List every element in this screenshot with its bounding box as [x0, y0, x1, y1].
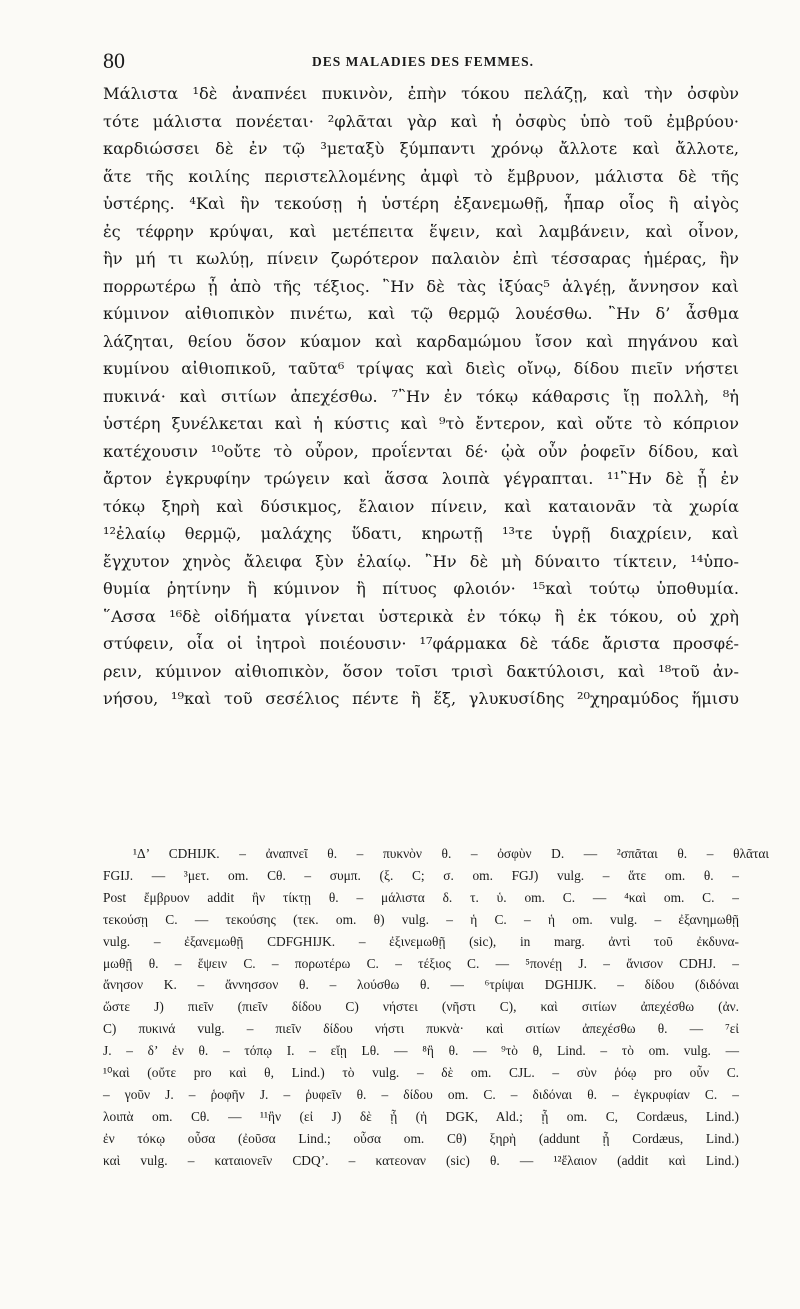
text-line: ῞Ασσα ¹⁶δὲ οἰδήματα γίνεται ὑστερικὰ ἐν τόκῳ ἢ ἐκ τόκου, οὐ χρὴ: [103, 606, 739, 626]
footnote-line: λοιπὰ om. Cθ. — ¹¹ἢν (εἰ J) δὲ ᾖ (ἡ DGK, Ald.; ᾖ om. C, Cordæus, Lind.): [103, 1108, 739, 1124]
footnote-line: ἄνησον K. – ἄννησσον θ. – λούσθω θ. — ⁶τρίψαι DGHIJK. – δίδου (διδόναι: [103, 977, 739, 993]
text-line: ἄρτον ἐγκρυφίην τρώγειν καὶ ἅσσα λοιπὰ γέγραπται. ¹¹῍Ην δὲ ᾖ ἐν: [103, 469, 739, 488]
footnote-line: C) πυκινά vulg. – πιεῖν δίδου νήστι πυκνὰ· καὶ σιτίων ἀπεχέσθω θ. — ⁷εἰ: [103, 1021, 739, 1037]
text-line: ἐς τέφρην κρύψαι, καὶ μετέπειτα ἕψειν, καὶ λαμβάνειν, καὶ οἶνον,: [103, 221, 739, 241]
footnote-line: ¹⁰καὶ (οὔτε pro καὶ θ, Lind.) τὸ vulg. – δὲ om. CJL. – σὺν ῥόῳ pro οὖν C.: [103, 1065, 739, 1081]
footnote-line: J. – δ’ ἐν θ. – τόπῳ I. – εἴῃ Lθ. — ⁸ἢ θ. — ⁹τὸ θ, Lind. – τὸ om. vulg. —: [103, 1043, 739, 1059]
text-line: Μάλιστα ¹δὲ ἀναπνέει πυκινὸν, ἐπὴν τόκου πελάζῃ, καὶ τὴν ὀσφὺν: [103, 84, 739, 103]
text-line: ἢν μή τι κωλύῃ, πίνειν ζωρότερον παλαιὸν ἐπὶ τέσσαρας ἡμέρας, ἢν: [103, 249, 739, 268]
footnote-line: καὶ vulg. – καταιονεῖν CDQ’. – κατεοναν (sic) θ. — ¹²ἔλαιον (addit καὶ Lind.): [103, 1152, 739, 1168]
text-line: πυκινά· καὶ σιτίων ἀπεχέσθω. ⁷῍Ην ἐν τόκῳ κάθαρσις ἴῃ πολλὴ, ⁸ἡ: [103, 386, 739, 406]
main-text: [103, 80, 739, 713]
text-line: τόκῳ ξηρὴ καὶ δύσικμος, ἔλαιον πίνειν, καὶ καταιονᾶν τὰ χωρία: [103, 496, 739, 516]
footnote-line: Post ἔμβρυον addit ἢν τίκτῃ θ. – μάλιστα δ. τ. ὑ. om. C. — ⁴καὶ om. C. –: [103, 889, 739, 905]
text-line: κύμινον αἰθιοπικὸν πινέτω, καὶ τῷ θερμῷ λουέσθω. ῍Ην δ’ ἆσθμα: [103, 304, 739, 323]
text-line: ὑστέρης. ⁴Καὶ ἢν τεκούσῃ ἡ ὑστέρη ἐξανεμωθῇ, ἧπαρ οἷος ἢ αἰγὸς: [103, 194, 739, 213]
text-line: ¹²ἐλαίῳ θερμῷ, μαλάχης ὕδατι, κηρωτῇ ¹³τε ὑγρῇ διαχρίειν, καὶ: [103, 524, 739, 543]
text-line: ὑστέρη ξυνέλκεται καὶ ἡ κύστις καὶ ⁹τὸ ἔντερον, καὶ οὔτε τὸ κόπριον: [103, 414, 739, 433]
footnote-line: μωθῇ θ. – ἕψειν C. – πορωτέρω C. – τέξιος C. — ⁵πονέῃ J. – ἄνισον CDHJ. –: [103, 955, 739, 971]
text-line: καρδιώσσει δὲ ἐν τῷ ³μεταξὺ ξύμπαντι χρόνῳ ἄλλοτε καὶ ἄλλοτε,: [103, 139, 739, 158]
footnote-line: ¹Δ’ CDHIJK. – ἀναπνεῖ θ. – πυκνὸν θ. – ὀσφὺν D. — ²σπᾶται θ. – θλᾶται: [133, 846, 769, 861]
text-line: νήσου, ¹⁹καὶ τοῦ σεσέλιος πέντε ἢ ἕξ, γλυκυσίδης ²⁰χηραμύδος ἥμισυ: [103, 689, 739, 708]
text-line: στύφειν, οἷα οἱ ἰητροὶ ποιέουσιν· ¹⁷φάρμακα δὲ τάδε ἄριστα προσφέ-: [103, 634, 739, 653]
footnote-line: FGIJ. — ³μετ. om. Cθ. – συμπ. (ξ. C; σ. om. FGJ) vulg. – ἅτε om. θ. –: [103, 867, 739, 883]
footnote-line: vulg. – ἐξανεμωθῇ CDFGHIJK. – ἐξινεμωθῇ (sic), in marg. ἀντὶ τοῦ ἐκδυνα-: [103, 933, 739, 949]
footnote-line: ἐν τόκῳ οὖσα (ἐοῦσα Lind.; οὖσα om. Cθ) ξηρὴ (addunt ᾖ Cordæus, Lind.): [103, 1130, 739, 1146]
footnote-line: τεκούσῃ C. — τεκούσης (τεκ. om. θ) vulg. – ἡ C. – ἡ om. vulg. – ἐξανημωθῇ: [103, 911, 739, 927]
running-title: DES MALADIES DES FEMMES.: [311, 54, 535, 69]
text-line: πορρωτέρω ᾖ ἀπὸ τῆς τέξιος. ῍Ην δὲ τὰς ἰξύας⁵ ἀλγέῃ, ἄννησον καὶ: [103, 276, 739, 296]
page-number: 80: [103, 48, 125, 73]
text-line: ἅτε τῆς κοιλίης περιστελλομένης ἀμφὶ τὸ ἔμβρυον, μάλιστα δὲ τῆς: [103, 166, 739, 186]
text-line: λάζηται, θείου ὅσον κύαμον καὶ καρδαμώμου ἴσον καὶ πηγάνου καὶ: [103, 331, 739, 351]
page-header: [103, 46, 743, 76]
text-line: ἔγχυτον χηνὸς ἄλειφα ξὺν ἐλαίῳ. ῍Ην δὲ μὴ δύναιτο τίκτειν, ¹⁴ὑπο-: [103, 551, 739, 571]
text-line: θυμία ῥητίνην ἢ κύμινον ἢ πίτυος φλοιόν· ¹⁵καὶ τούτῳ ὑποθυμία.: [103, 579, 739, 598]
text-line: ρειν, κύμινον αἰθιοπικὸν, ὅσον τοῖσι τρισὶ δακτύλοισι, καὶ ¹⁸τοῦ ἀν-: [103, 661, 739, 681]
footnote-line: – γοῦν J. – ῥοφῆν J. – ῥυφεῖν θ. – δίδου om. C. – διδόναι θ. – ἐγκρυφίαν C. –: [103, 1086, 739, 1102]
text-line: τότε μάλιστα πονέεται· ²φλᾶται γὰρ καὶ ἡ ὀσφὺς ὑπὸ τοῦ ἐμβρύου·: [103, 111, 739, 131]
text-line: κυμίνου αἰθιοπικοῦ, ταῦτα⁶ τρίψας καὶ διεὶς οἴνῳ, δίδου πιεῖν νήστει: [103, 359, 739, 378]
footnote-line: ὥστε J) πιεῖν (πιεῖν δίδου C) νήστει (νῆστι C), καὶ σιτίων ἀπεχέσθω (ἀν.: [103, 999, 739, 1015]
text-line: κατέχουσιν ¹⁰οὔτε τὸ οὖρον, προΐενται δέ· ᾠὰ οὖν ῥοφεῖν δίδου, καὶ: [103, 441, 739, 461]
footnotes: [103, 843, 769, 1172]
